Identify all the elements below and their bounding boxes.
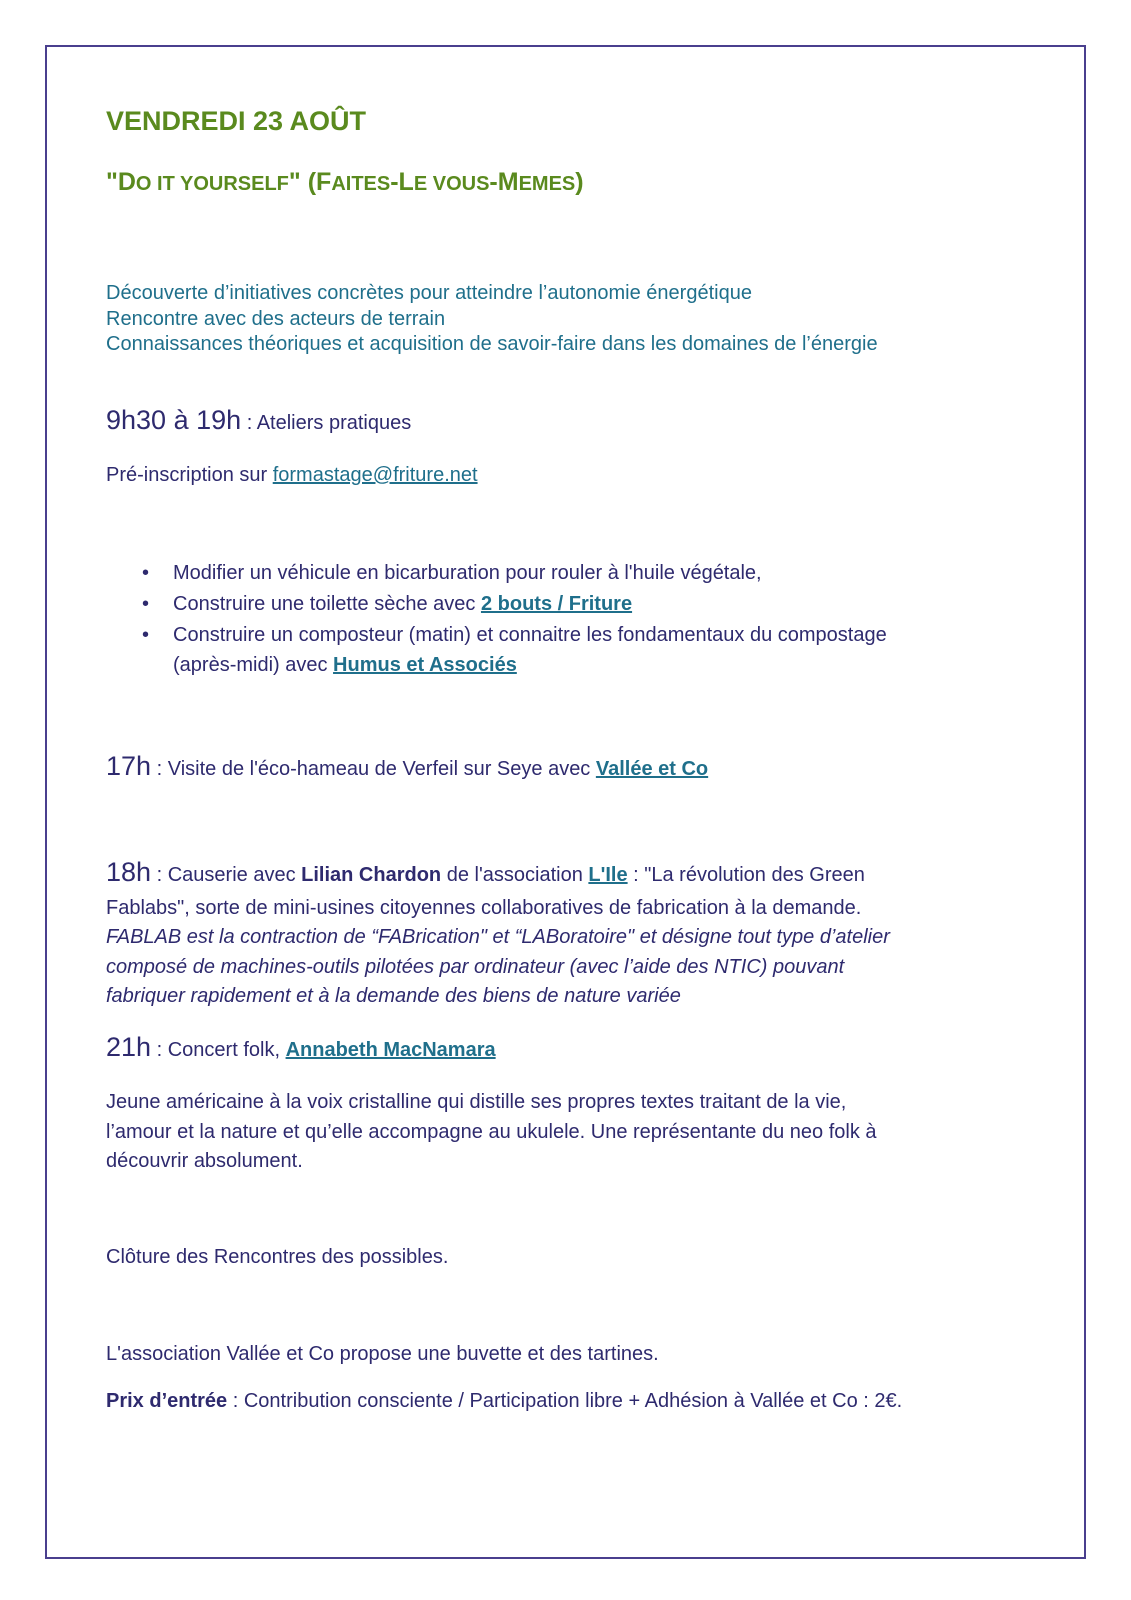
list-item-3-line-2: (après-midi) avec Humus et Associés	[173, 654, 517, 676]
speaker-name: Lilian Chardon	[301, 864, 442, 886]
bullet-icon: •	[142, 562, 150, 584]
causerie-line-1: 18h : Causerie avec Lilian Chardon de l'association L'Ile : "La révolution des Green	[106, 857, 865, 887]
list-item-3-line-1: Construire un composteur (matin) et connaitre les fondamentaux du compostage	[173, 624, 887, 646]
fablab-line-3: fabriquer rapidement et à la demande des biens de nature variée	[106, 985, 681, 1007]
intro-line-1: Découverte d’initiatives concrètes pour atteindre l’autonomie énergétique	[106, 282, 752, 304]
intro-line-2: Rencontre avec des acteurs de terrain	[106, 308, 446, 330]
annabeth-link[interactable]: Annabeth MacNamara	[285, 1039, 496, 1061]
vallee-link[interactable]: Vallée et Co	[595, 758, 709, 780]
concert-time: 21h	[106, 1032, 152, 1062]
prix-line: Prix d’entrée : Contribution consciente / Participation libre + Adhésion à Vallée et Co : 2€.	[106, 1390, 903, 1412]
bullet-icon: •	[142, 624, 150, 646]
preinscription-label: Pré-inscription sur	[106, 464, 273, 486]
prix-label: Prix d’entrée	[106, 1390, 228, 1412]
causerie-line-2: Fablabs", sorte de mini-usines citoyennes collaboratives de fabrication à la demande.	[106, 897, 862, 919]
concert-desc-1: Jeune américaine à la voix cristalline qui distille ses propres textes traitant de la vie,	[106, 1091, 847, 1113]
page-border	[45, 45, 1086, 1559]
visite-time: 17h	[106, 751, 152, 781]
ateliers-label: : Ateliers pratiques	[241, 412, 412, 434]
causerie-time: 18h	[106, 857, 152, 887]
concert-desc-2: l’amour et la nature et qu’elle accompagne au ukulele. Une représentante du neo folk à	[106, 1121, 877, 1143]
ateliers-line	[106, 405, 411, 436]
visite-line: 17h : Visite de l'éco-hameau de Verfeil sur Seye avec Vallée et Co	[106, 751, 709, 781]
email-link[interactable]: formastage@friture.net	[272, 464, 478, 486]
deux-bouts-link[interactable]: 2 bouts / Friture	[480, 593, 633, 615]
ateliers-time: 9h30 à 19h	[106, 405, 242, 435]
fablab-line-1: FABLAB est la contraction de “FABrication" et “LABoratoire" et désigne tout type d’atelier	[106, 926, 890, 948]
bullet-icon: •	[142, 593, 150, 615]
list-item-1: Modifier un véhicule en bicarburation pour rouler à l'huile végétale,	[173, 562, 762, 584]
concert-desc-3: découvrir absolument.	[106, 1150, 303, 1172]
preinscription-line	[106, 464, 478, 487]
lile-link[interactable]: L'Ile	[588, 864, 628, 886]
event-subtitle: "DO IT YOURSELF" (FAITES-LE VOUS-MEMES)	[106, 168, 584, 196]
humus-link[interactable]: Humus et Associés	[333, 654, 517, 676]
concert-line: 21h : Concert folk, Annabeth MacNamara	[106, 1032, 496, 1062]
buvette-text: L'association Vallée et Co propose une buvette et des tartines.	[106, 1343, 659, 1365]
fablab-line-2: composé de machines-outils pilotées par ordinateur (avec l’aide des NTIC) pouvant	[106, 956, 845, 978]
list-item-2: Construire une toilette sèche avec 2 bouts / Friture	[173, 593, 633, 615]
cloture-text: Clôture des Rencontres des possibles.	[106, 1246, 449, 1268]
intro-line-3: Connaissances théoriques et acquisition de savoir-faire dans les domaines de l’énergie	[106, 333, 878, 355]
day-heading: VENDREDI 23 AOÛT	[106, 106, 367, 136]
